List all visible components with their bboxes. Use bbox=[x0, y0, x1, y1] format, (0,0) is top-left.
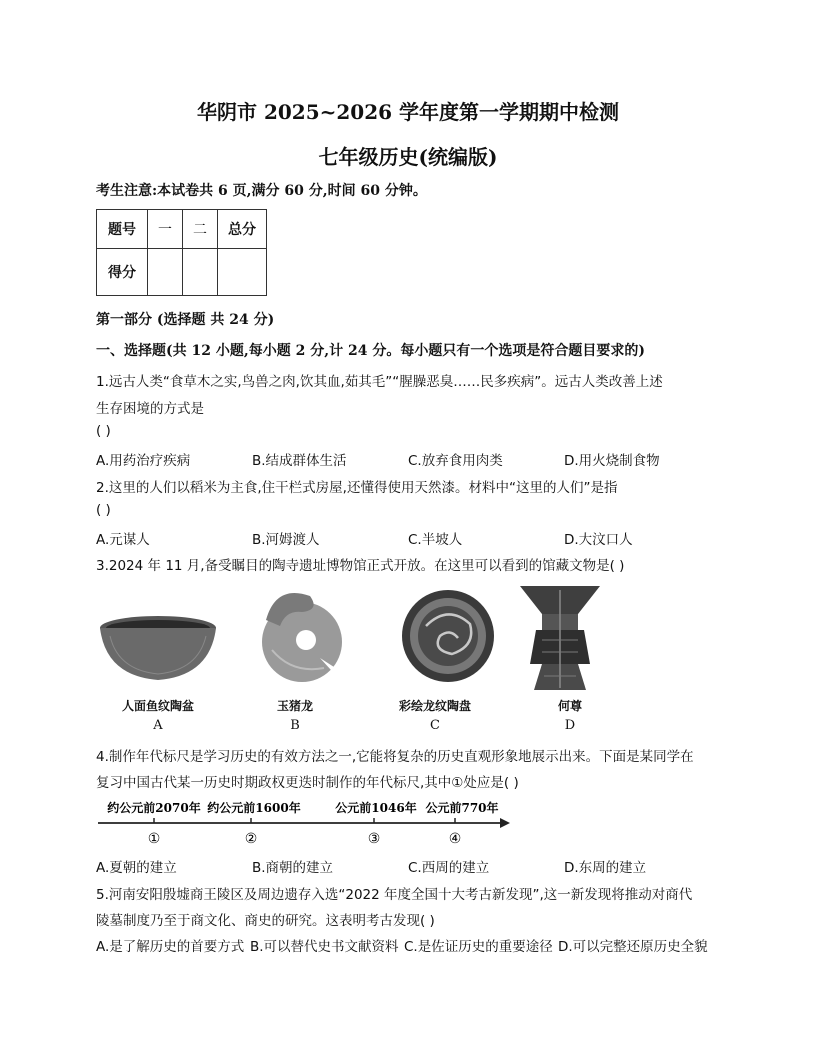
image-caption-a: 人面鱼纹陶盆 bbox=[121, 699, 194, 713]
score-header-cell: 二 bbox=[183, 210, 218, 249]
option-c[interactable]: C.放弃食用肉类 bbox=[408, 453, 503, 469]
image-caption-d: 何尊 bbox=[557, 699, 582, 713]
bronze-vessel-icon[interactable] bbox=[520, 586, 600, 690]
option-b[interactable]: B.商朝的建立 bbox=[252, 860, 334, 876]
timeline-label-3: 公元前1046年 bbox=[335, 801, 417, 815]
image-letter-a: A bbox=[153, 718, 163, 733]
option-a[interactable]: A.元谋人 bbox=[96, 532, 150, 548]
image-caption-c: 彩绘龙纹陶盘 bbox=[398, 699, 471, 713]
image-letter-c: C bbox=[430, 718, 440, 733]
score-table bbox=[96, 209, 267, 296]
score-cell bbox=[183, 249, 218, 296]
timeline bbox=[96, 798, 516, 850]
score-header-cell: 题号 bbox=[97, 210, 148, 249]
timeline-mark-2: ② bbox=[244, 831, 258, 847]
option-c[interactable]: C.西周的建立 bbox=[408, 860, 490, 876]
question-1-text-cont: 生存困境的方式是 bbox=[96, 401, 204, 417]
score-row-label: 得分 bbox=[97, 249, 148, 296]
option-c[interactable]: C.是佐证历史的重要途径 bbox=[404, 939, 553, 955]
answer-paren: ( ) bbox=[96, 502, 111, 518]
question-4-text: 4.制作年代标尺是学习历史的有效方法之一,它能将复杂的历史直观形象地展示出来。下面是某同学在 bbox=[96, 749, 694, 765]
timeline-mark-3: ③ bbox=[367, 831, 381, 847]
question-2-text: 2.这里的人们以稻米为主食,住干栏式房屋,还懂得使用天然漆。材料中“这里的人们”是指 bbox=[96, 480, 618, 496]
timeline-label-1: 约公元前2070年 bbox=[107, 801, 201, 815]
timeline-arrow-icon bbox=[500, 818, 510, 828]
option-d[interactable]: D.东周的建立 bbox=[564, 860, 647, 876]
part-heading: 第一部分 (选择题 共 24 分) bbox=[96, 312, 275, 328]
question-1-text: 1.远古人类“食草木之实,鸟兽之肉,饮其血,茹其毛”“腥臊恶臭……民多疾病”。远古人类改善上述 bbox=[96, 374, 663, 390]
score-header-cell: 一 bbox=[148, 210, 183, 249]
timeline-label-2: 约公元前1600年 bbox=[207, 801, 301, 815]
option-d[interactable]: D.可以完整还原历史全貌 bbox=[558, 939, 708, 955]
answer-paren: ( ) bbox=[96, 423, 111, 439]
score-cell bbox=[218, 249, 267, 296]
artifact-images bbox=[96, 580, 696, 692]
option-a[interactable]: A.是了解历史的首要方式 bbox=[96, 939, 245, 955]
option-a[interactable]: A.用药治疗疾病 bbox=[96, 453, 191, 469]
timeline-mark-4: ④ bbox=[448, 831, 462, 847]
question-5-text: 5.河南安阳殷墟商王陵区及周边遗存入选“2022 年度全国十大考古新发现”,这一新发现将推动对商代 bbox=[96, 887, 693, 903]
timeline-label-4: 公元前770年 bbox=[425, 801, 499, 815]
question-5-text-cont: 陵墓制度乃至于商文化、商史的研究。这表明考古发现( ) bbox=[96, 913, 435, 929]
image-caption-b: 玉猪龙 bbox=[276, 699, 313, 713]
jade-dragon-icon[interactable] bbox=[262, 593, 348, 682]
pottery-bowl-icon[interactable] bbox=[100, 616, 216, 680]
section-heading: 一、选择题(共 12 小题,每小题 2 分,计 24 分。每小题只有一个选项是符合题目要求的) bbox=[96, 343, 645, 359]
image-letter-d: D bbox=[564, 718, 576, 733]
question-3-text: 3.2024 年 11 月,备受瞩目的陶寺遗址博物馆正式开放。在这里可以看到的馆藏文物是( ) bbox=[96, 558, 625, 574]
option-d[interactable]: D.大汶口人 bbox=[564, 532, 633, 548]
option-c[interactable]: C.半坡人 bbox=[408, 532, 463, 548]
option-a[interactable]: A.夏朝的建立 bbox=[96, 860, 177, 876]
exam-subtitle: 七年级历史(统编版) bbox=[318, 145, 498, 169]
score-header-cell: 总分 bbox=[218, 210, 267, 249]
exam-notice: 考生注意:本试卷共 6 页,满分 60 分,时间 60 分钟。 bbox=[96, 183, 427, 199]
painted-plate-icon[interactable] bbox=[402, 590, 494, 682]
option-b[interactable]: B.可以替代史书文献资料 bbox=[250, 939, 399, 955]
option-b[interactable]: B.河姆渡人 bbox=[252, 532, 320, 548]
score-cell bbox=[148, 249, 183, 296]
option-b[interactable]: B.结成群体生活 bbox=[252, 453, 347, 469]
image-letter-b: B bbox=[290, 718, 300, 733]
question-4-text-cont: 复习中国古代某一历史时期政权更迭时制作的年代标尺,其中①处应是( ) bbox=[96, 775, 519, 791]
timeline-mark-1: ① bbox=[147, 831, 161, 847]
exam-title: 华阴市 2025~2026 学年度第一学期期中检测 bbox=[196, 100, 619, 124]
option-d[interactable]: D.用火烧制食物 bbox=[564, 453, 660, 469]
